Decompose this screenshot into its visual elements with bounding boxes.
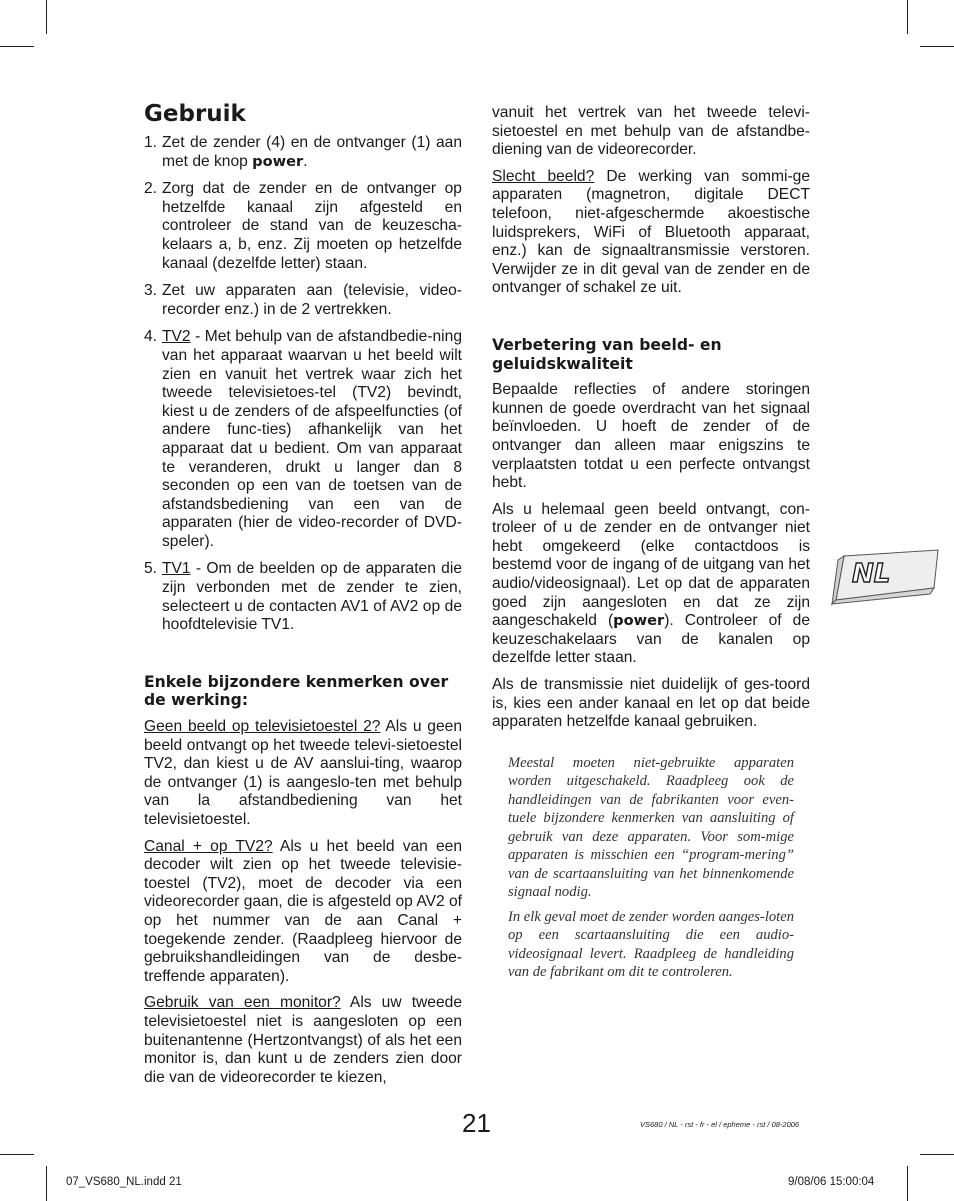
page-number: 21 (462, 1108, 491, 1138)
item-term: TV1 (162, 560, 191, 578)
paragraph-term: Geen beeld op televisietoestel 2? (144, 718, 381, 736)
section-heading: Gebruik (144, 101, 246, 127)
right-column (492, 104, 810, 988)
item-number: 2. (144, 180, 158, 198)
keyword-power: power (613, 612, 665, 630)
paragraph-term: Gebruik van een monitor? (144, 994, 341, 1012)
paragraph: vanuit het vertrek van het tweede televi-sietoestel en met behulp van de afstandbe-diening van de videorecorder. (492, 104, 810, 159)
item-term: TV2 (162, 328, 191, 346)
list-item (144, 328, 462, 551)
item-number: 3. (144, 282, 158, 300)
item-text: - Om de beelden op de apparaten die zijn verbonden met de zender te zien, selecteert u de contacten AV1 of AV2 op de hoofdtelevisie TV1. (162, 560, 462, 634)
subheading-quality: Verbetering van beeld- en geluidskwaliteit (492, 335, 722, 373)
crop-mark (907, 1166, 908, 1201)
slug-timestamp: 9/08/06 15:00:04 (788, 1176, 875, 1188)
nl-badge-graphic (830, 548, 940, 606)
paragraph-text: Als u het beeld van een decoder wilt zien op het tweede televisie-toestel (TV2), moet de decoder via een videorecorder gaan, die is afgesteld op AV2 of op het nummer van de aan Canal + toegekende zender. (Raadpleeg hiervoor de gebruikshandleidingen van de desbe-treffende apparaten). (144, 837, 462, 985)
language-badge (830, 548, 940, 606)
item-number: 5. (144, 560, 158, 578)
list-item (144, 282, 462, 319)
note: Meestal moeten niet-gebruikte apparaten worden uitgeschakeld. Raadpleeg ook de handleidingen van de fabrikanten voor even-tuele bijzondere kenmerken van aansluiting of gebruik van deze apparaten. Voor som-mige apparaten is misschien een “program-mering” van de scartaansluiting van het binnenkomende signaal nodig. (508, 754, 794, 901)
note: In elk geval moet de zender worden aanges-loten op een scartaansluiting die een audio-videosignaal levert. Raadpleeg de handleiding van de fabrikant om dit te controleren. (508, 908, 794, 981)
paragraph (492, 168, 810, 298)
paragraph: Als de transmissie niet duidelijk of ges-toord is, kies een ander kanaal en let op dat beide apparaten hetzelfde kanaal gebruiken. (492, 676, 810, 731)
paragraph-text: Als u helemaal geen beeld ontvangt, con-troleer of u de zender en de ontvanger niet hebt omgekeerd (elke contactdoos is bestemd voor de ingang of de uitgang van het audio/videosignaal). Let op dat de apparaten goed zijn aangesloten en dat ze zijn aangeschakeld ( (492, 500, 810, 630)
crop-mark (920, 46, 954, 47)
paragraph-text: De werking van sommi-ge apparaten (magnetron, digitale DECT telefoon, niet-afgeschermde akoestische luidsprekers, WiFi of Bluetooth apparaat, enz.) kan de signaaltransmissie verstoren. Verwijder ze in dit geval van de zender en de ontvanger of schakel ze uit. (492, 167, 810, 297)
list-item (144, 180, 462, 273)
steps-list (144, 134, 462, 635)
item-number: 4. (144, 328, 158, 346)
keyword-power: power (252, 152, 304, 170)
paragraph (144, 718, 462, 830)
list-item (144, 560, 462, 634)
crop-mark (0, 46, 34, 47)
item-text: Zorg dat de zender en de ontvanger op hetzelfde kanaal zijn afgesteld en controleer de stand van de keuzescha-kelaars a, b, enz. Zij moeten op hetzelfde kanaal (dezelfde letter) staan. (162, 180, 462, 272)
list-item (144, 134, 462, 171)
item-number: 1. (144, 134, 158, 151)
slug-filename: 07_VS680_NL.indd 21 (66, 1176, 182, 1188)
paragraph: Bepaalde reflecties of andere storingen kunnen de goede overdracht van het signaal beïnvloeden. U hoeft de zender of de ontvanger dan alleen maar enigszins te verplaatsten totdat u een perfecte ontvangst hebt. (492, 381, 810, 492)
item-text: Zet de zender (4) en de ontvanger (1) aan met de knop (162, 134, 462, 170)
item-text: - Met behulp van de afstandbedie-ning van het apparaat waarvan u het beeld wilt zien en vanuit het vertrek waar zich het tweede televisietoes-tel (TV2) bevindt, kiest u de zenders of de afspeelfuncties (of andere func-ties) afhankelijk van het apparaat dat u bedient. Om van apparaat te veranderen, drukt u langer dan 8 seconden op een van de toetsen van de afstandsbediening van een van de apparaten (hier de video-recorder of DVD-speler). (162, 328, 462, 550)
subheading-features: Enkele bijzondere kenmerken over de werking: (144, 672, 449, 710)
crop-mark (46, 1166, 47, 1201)
badge-label: NL (852, 559, 891, 589)
crop-mark (0, 1154, 34, 1155)
paragraph-term: Slecht beeld? (492, 167, 595, 185)
paragraph-text: Als u geen beeld ontvangt op het tweede televi-sietoestel TV2, dan kiest u de AV aanslui-ting, waarop de ontvanger (1) is aangeslo-ten met behulp van la afstandbediening van het televisietoestel. (144, 718, 462, 828)
paragraph-text: Als uw tweede televisietoestel niet is aangesloten op een buitenantenne (Hertzontvangst) of als het een monitor is, dan kunt u de zenders zien door die van de videorecorder te kiezen, (144, 994, 462, 1086)
paragraph (144, 838, 462, 987)
paragraph (144, 994, 462, 1087)
footer-code: VS680 / NL - rst - fr - el / epheme - rst / 08-2006 (640, 1120, 800, 1129)
crop-mark (907, 0, 908, 34)
item-text: Zet uw apparaten aan (televisie, video-recorder enz.) in de 2 vertrekken. (162, 282, 462, 318)
paragraph-text: ). Controleer of de keuzeschakelaars van de kanalen op dezelfde letter staan. (492, 612, 810, 667)
crop-mark (46, 0, 47, 34)
paragraph (492, 501, 810, 668)
item-text: . (303, 152, 308, 170)
left-column (144, 100, 462, 1095)
paragraph-term: Canal + op TV2? (144, 837, 273, 855)
crop-mark (920, 1154, 954, 1155)
